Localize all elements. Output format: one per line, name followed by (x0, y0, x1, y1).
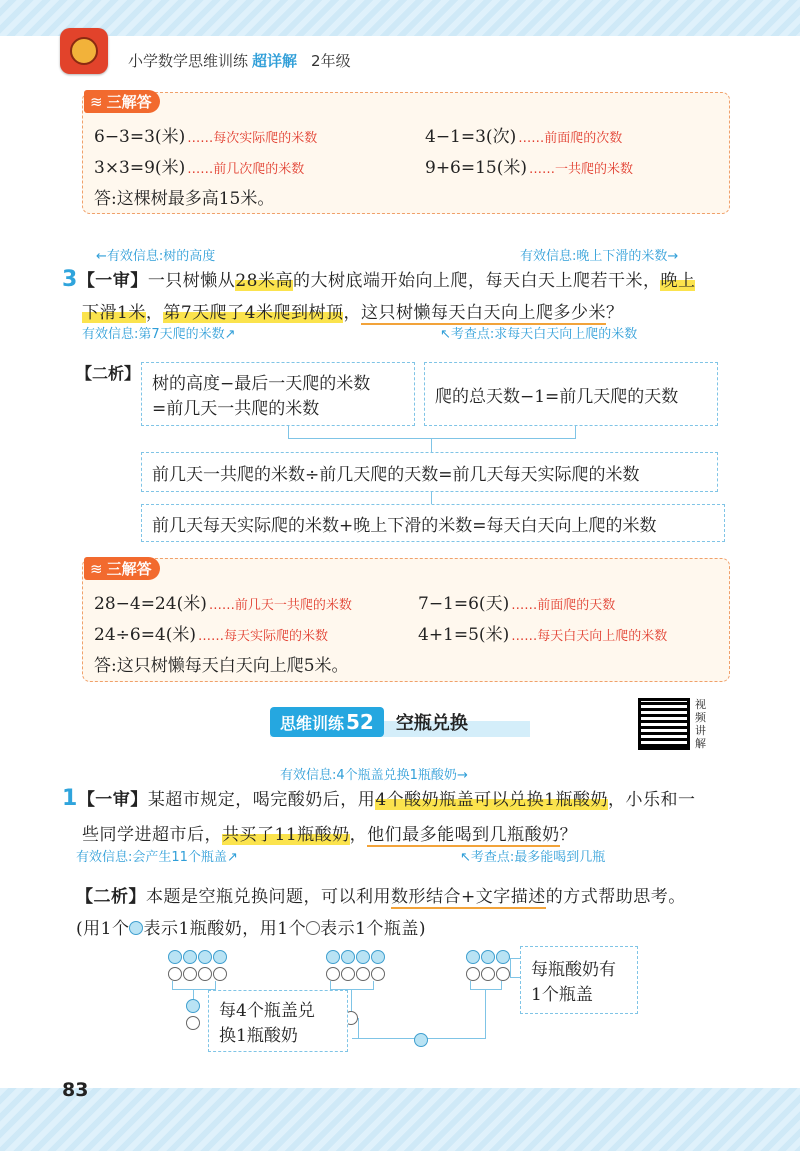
flow-box-tree-height: 树的高度−最后一天爬的米数 =前几天一共爬的米数 (141, 362, 415, 426)
annotation-key-point: ↖考查点:求每天白天向上爬的米数 (440, 327, 638, 342)
eq-row2-left: 3×3=9(米) ……前几次爬的米数 (94, 158, 305, 178)
flow-box-daily-actual: 前几天一共爬的米数÷前几天爬的天数=前几天每天实际爬的米数 (141, 452, 718, 492)
label-four-caps: 每4个瓶盖兑 换1瓶酸奶 (208, 990, 348, 1052)
annotation-day7: 有效信息:第7天爬的米数↗ (82, 327, 236, 342)
q1-legend: (用1个 表示1瓶酸奶，用1个 表示1个瓶盖) (76, 919, 427, 939)
q1-line1: 1【一审】某超市规定，喝完酸奶后，用4个酸奶瓶盖可以兑换1瓶酸奶，小乐和一 (62, 786, 696, 811)
wave-icon: ≋ (90, 93, 103, 111)
analysis-label: 【二析】 (76, 364, 141, 383)
solution-tag-2: ≋ 三解答 (84, 557, 160, 580)
wave-icon: ≋ (90, 560, 103, 578)
answer-2: 答:这只树懒每天白天向上爬5米。 (94, 656, 349, 676)
grade-label: 2年级 (311, 52, 351, 70)
eq-row1-right: 4−1=3(次) ……前面爬的次数 (425, 127, 623, 147)
eq-row1-left: 6−3=3(米) ……每次实际爬的米数 (94, 127, 318, 147)
solution-tag-1: ≋ 三解答 (84, 90, 160, 113)
annotation-night-slide: 有效信息:晚上下滑的米数→ (520, 249, 679, 264)
bottom-band (0, 1088, 800, 1151)
series-title: 小学数学思维训练 (128, 52, 249, 70)
eq2-row2-left: 24÷6=4(米) ……每天实际爬的米数 (94, 625, 329, 645)
series-highlight: 超详解 (252, 52, 298, 70)
question-number: 1 (62, 786, 78, 811)
flow-box-days: 爬的总天数−1=前几天爬的天数 (424, 362, 718, 426)
q1-analysis: 【二析】本题是空瓶兑换问题，可以利用数形结合+文字描述的方式帮助思考。 (76, 887, 686, 907)
video-label: 视频讲解 (695, 698, 706, 750)
q3-line1: 3【一审】一只树懒从28米高的大树底端开始向上爬，每天白天上爬若干米，晚上 (62, 267, 696, 292)
eq2-row1-right: 7−1=6(天) ……前面爬的天数 (418, 594, 616, 614)
q1-line2: 些同学进超市后，共买了11瓶酸奶，他们最多能喝到几瓶酸奶？ (82, 825, 578, 845)
eq-row2-right: 9+6=15(米) ……一共爬的米数 (425, 158, 634, 178)
annotation-caps: 有效信息:会产生11个瓶盖↗ (76, 850, 238, 865)
answer-1: 答:这棵树最多高15米。 (94, 189, 275, 209)
q3-line2: 下滑1米，第7天爬了4米爬到树顶，这只树懒每天白天向上爬多少米？ (82, 303, 624, 323)
section-pill: 思维训练 52 (270, 707, 384, 737)
annotation-exchange: 有效信息:4个瓶盖兑换1瓶酸奶→ (280, 768, 468, 783)
label-one-cap: 每瓶酸奶有 1个瓶盖 (520, 946, 638, 1014)
flow-box-daytime-climb: 前几天每天实际爬的米数+晚上下滑的米数=每天白天向上爬的米数 (141, 504, 725, 542)
question-number: 3 (62, 267, 78, 292)
page-number: 83 (62, 1079, 89, 1101)
annotation-tree-height: ←有效信息:树的高度 (96, 249, 216, 264)
eq2-row1-left: 28−4=24(米) ……前几天一共爬的米数 (94, 594, 352, 614)
annotation-key-point-2: ↖考查点:最多能喝到几瓶 (460, 850, 606, 865)
eq2-row2-right: 4+1=5(米) ……每天白天向上爬的米数 (418, 625, 668, 645)
section-name: 空瓶兑换 (395, 713, 468, 734)
